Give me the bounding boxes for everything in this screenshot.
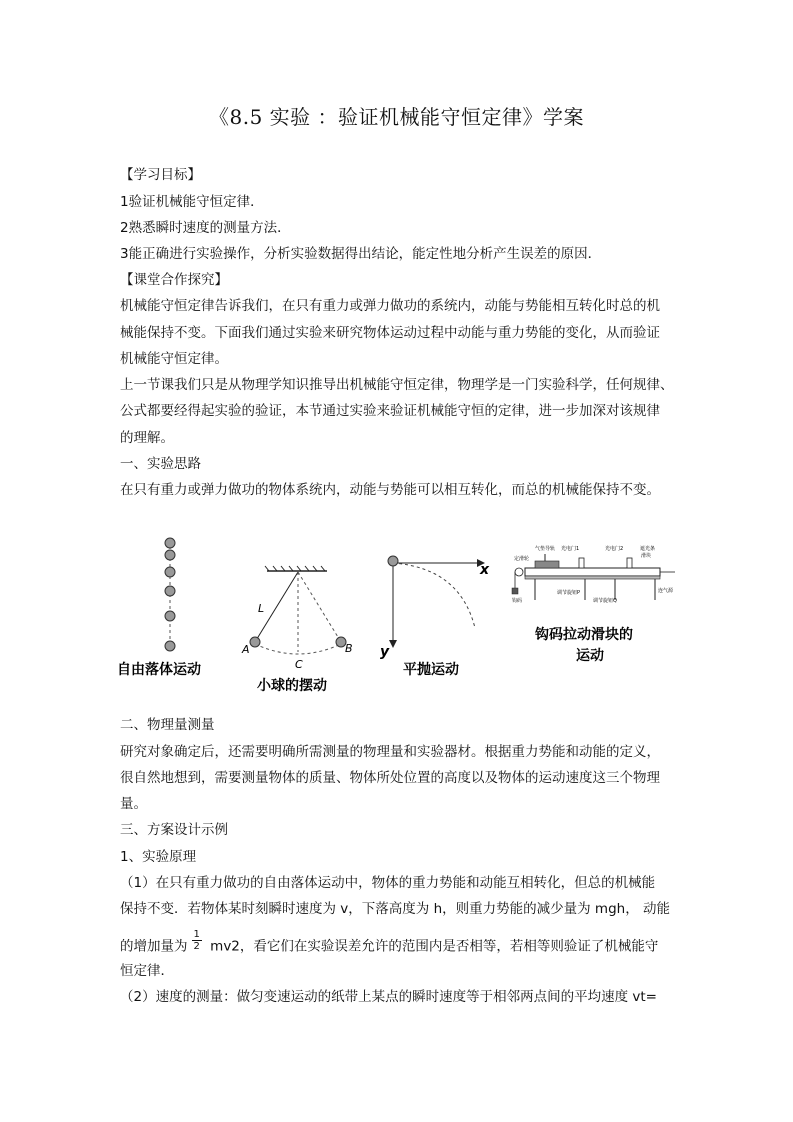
ball-icon bbox=[165, 538, 175, 548]
section-heading-goals: 【学习目标】 bbox=[120, 167, 201, 183]
paragraph-line: 恒定律． bbox=[120, 963, 174, 979]
text-prefix: 的增加量为 bbox=[120, 938, 188, 955]
photogate-icon bbox=[579, 558, 584, 568]
paragraph-line: （2）速度的测量：做匀变速运动的纸带上某点的瞬时速度等于相邻两点间的平均速度 vt= bbox=[120, 989, 657, 1005]
label-air: 连气源 bbox=[658, 588, 674, 594]
paragraph-line: 公式都要经得起实验的验证，本节通过实验来验证机械能守恒的定律，进一步加深对该规律 bbox=[120, 403, 660, 419]
pendulum-diagram bbox=[241, 566, 353, 694]
goal-item-1: 1验证机械能守恒定律． bbox=[120, 194, 264, 210]
label-B: B bbox=[345, 642, 353, 655]
label-weight: 钩码 bbox=[512, 598, 523, 604]
projectile-diagram bbox=[380, 556, 490, 678]
paragraph-line: 量。 bbox=[120, 796, 147, 812]
paragraph-line: 机械能守恒定律告诉我们，在只有重力或弹力做功的系统内，动能与势能相互转化时总的机 bbox=[120, 298, 660, 314]
label-rail: 气垫导轨 bbox=[535, 546, 556, 552]
label-screw1: 调节旋钮P bbox=[557, 590, 581, 596]
paragraph-line: 机械能守恒定律。 bbox=[120, 351, 228, 367]
label-screw2: 调节旋钮Q bbox=[593, 598, 617, 604]
label-shade: 遮光条 bbox=[640, 546, 656, 552]
label-gate2: 光电门2 bbox=[605, 546, 624, 552]
fraction-denominator: 2 bbox=[193, 941, 200, 952]
paragraph-line: 的理解。 bbox=[120, 430, 174, 446]
slider-icon bbox=[535, 561, 559, 568]
paragraph-line: 械能保持不变。下面我们通过实验来研究物体运动过程中动能与重力势能的变化，从而验证 bbox=[120, 325, 660, 341]
section-heading-explore: 【课堂合作探究】 bbox=[120, 272, 228, 288]
ball-icon bbox=[250, 637, 260, 647]
slider-caption-1: 钩码拉动滑块的 bbox=[535, 627, 633, 643]
heading-experiment-idea: 一、实验思路 bbox=[120, 456, 201, 472]
projectile-caption: 平抛运动 bbox=[403, 662, 459, 678]
paragraph-line: 很自然地想到，需要测量物体的质量、物体所处位置的高度以及物体的运动速度这三个物理 bbox=[120, 770, 660, 786]
text-suffix: mv2，看它们在实验误差允许的范围内是否相等，若相等则验证了机械能守 bbox=[205, 938, 659, 955]
weight-icon bbox=[512, 588, 518, 594]
free-fall-diagram bbox=[117, 538, 201, 678]
paragraph-line: 研究对象确定后，还需要明确所需测量的物理量和实验器材。根据重力势能和动能的定义， bbox=[120, 744, 660, 760]
slider-caption-2: 运动 bbox=[576, 648, 604, 664]
goal-item-2: 2熟悉瞬时速度的测量方法． bbox=[120, 220, 291, 236]
paragraph-line-fraction bbox=[120, 929, 659, 958]
photogate-icon bbox=[627, 558, 632, 568]
pendulum-caption: 小球的摆动 bbox=[257, 678, 327, 694]
axis-y-label: y bbox=[380, 644, 390, 660]
label-A: A bbox=[242, 643, 250, 656]
ball-icon bbox=[165, 641, 175, 651]
label-gate1: 光电门1 bbox=[561, 546, 580, 552]
paragraph-line: 在只有重力或弹力做功的物体系统内，动能与势能可以相互转化，而总的机械能保持不变。 bbox=[120, 482, 660, 498]
label-C: C bbox=[295, 658, 303, 671]
label-pulley: 定滑轮 bbox=[514, 556, 530, 562]
goal-item-3: 3能正确进行实验操作，分析实验数据得出结论，能定性地分析产生误差的原因． bbox=[120, 246, 602, 262]
pulley-icon bbox=[515, 568, 523, 576]
free-fall-caption: 自由落体运动 bbox=[117, 662, 201, 678]
heading-design-example: 三、方案设计示例 bbox=[120, 822, 228, 838]
paragraph-line: （1）在只有重力做功的自由落体运动中，物体的重力势能和动能互相转化，但总的机械能 bbox=[120, 875, 656, 891]
ball-icon bbox=[165, 611, 175, 621]
label-L: L bbox=[258, 602, 265, 615]
heading-quantity-measurement: 二、物理量测量 bbox=[120, 717, 215, 733]
ball-icon bbox=[165, 586, 175, 596]
paragraph-line: 保持不变．若物体某时刻瞬时速度为 v，下落高度为 h，则重力势能的减少量为 mgh， 动能 bbox=[120, 901, 670, 917]
ball-icon bbox=[388, 556, 398, 566]
fraction-numerator: 1 bbox=[193, 929, 200, 940]
axis-x-label: x bbox=[480, 562, 490, 578]
page-title: 《8.5 实验 ：验证机械能守恒定律》学案 bbox=[208, 105, 585, 129]
ball-icon bbox=[165, 567, 175, 577]
fraction-half bbox=[192, 929, 202, 952]
paragraph-line: 上一节课我们只是从物理学知识推导出机械能守恒定律，物理学是一门实验科学，任何规律、 bbox=[120, 377, 674, 393]
label-slider: 滑块 bbox=[641, 553, 652, 559]
experiment-figure bbox=[115, 528, 680, 704]
heading-principle: 1、实验原理 bbox=[120, 849, 197, 865]
air-track-diagram bbox=[512, 545, 675, 664]
ball-icon bbox=[165, 550, 175, 560]
